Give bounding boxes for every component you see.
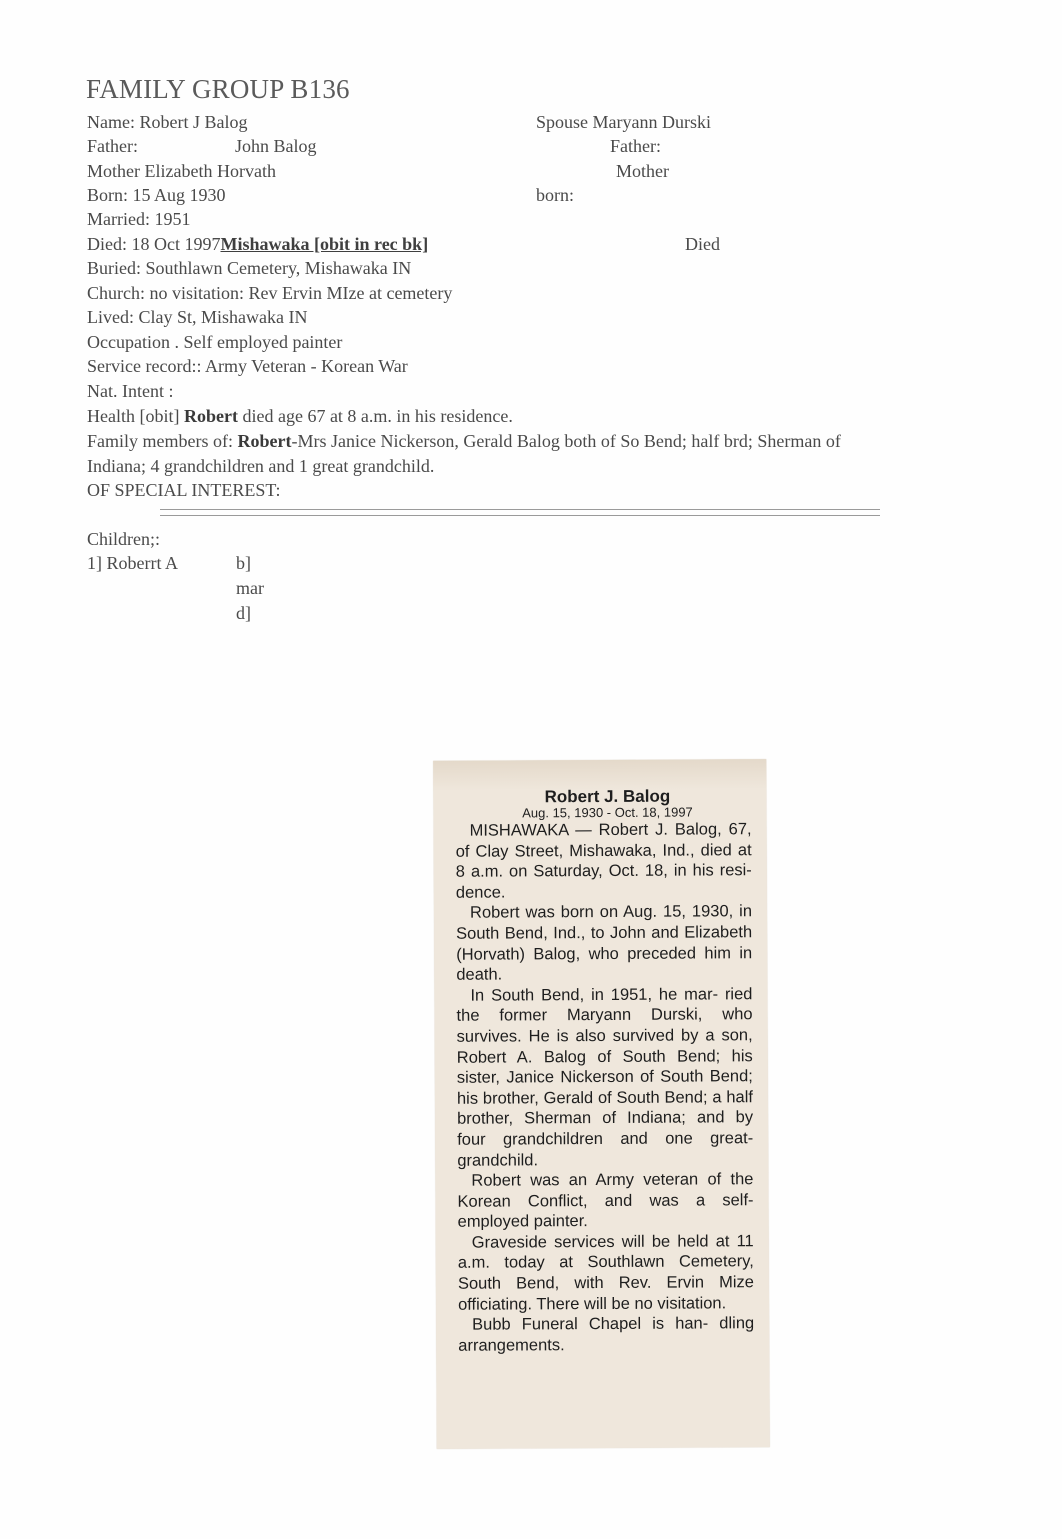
married-row [87, 208, 190, 230]
family-name: Robert [237, 431, 292, 451]
child-born-label: b] [236, 553, 251, 573]
obituary-paragraph: Bubb Funeral Chapel is han- dling arrangements. [458, 1314, 755, 1355]
spouse-born-label: born: [536, 185, 574, 205]
child-number: 1] [87, 553, 102, 573]
born-row [87, 184, 226, 206]
health-row [87, 405, 513, 427]
lived-value: Clay St, Mishawaka IN [138, 307, 308, 327]
obit-record-link[interactable]: Mishawaka [obit in rec bk] [220, 234, 429, 254]
spouse-value: Maryann Durski [592, 112, 711, 132]
spouse-label: Spouse [536, 112, 589, 132]
died-value: 18 Oct 1997 [131, 234, 221, 254]
family-label: Family members of: [87, 431, 233, 451]
nat-intent-label: Nat. Intent [87, 381, 164, 401]
died-label: Died: [87, 234, 127, 254]
child-married-label: mar [236, 578, 264, 598]
name-label: Name: [87, 112, 135, 132]
obituary-text [455, 787, 754, 1356]
section-divider [160, 509, 880, 516]
born-label: Born: [87, 185, 129, 205]
nat-intent-row [87, 380, 174, 402]
occupation-row [87, 331, 342, 353]
married-label: Married: [87, 209, 150, 229]
father-row [87, 135, 317, 157]
obituary-clipping [433, 759, 770, 1449]
father-label: Father: [87, 136, 138, 156]
children-label: Children;: [87, 529, 160, 549]
family-line-1: -Mrs Janice Nickerson, Gerald Balog both of So Bend; half brd; Sherman of [291, 431, 841, 451]
obituary-paragraph: In South Bend, in 1951, he mar- ried the former Maryann Durski, who survives. He is also survived by a son, Robert A. Balog of South Bend; his sister, Janice Nickerson of South Bend; his brother, Gerald of South Bend; a half brother, Sherman of Indiana; and by four grandchildren and one great-grandchild. [456, 984, 754, 1170]
obituary-paragraph: Robert was born on Aug. 15, 1930, in South Bend, Ind., to John and Elizabeth (Horvath) Balog, who preceded him in death. [456, 902, 753, 984]
church-row [87, 282, 452, 304]
child-name: Roberrt A [106, 553, 178, 573]
born-value: 15 Aug 1930 [132, 185, 226, 205]
father-value: John Balog [235, 136, 317, 156]
obituary-name: Robert J. Balog [544, 786, 671, 807]
family-row [87, 430, 841, 452]
health-name: Robert [183, 406, 238, 426]
spouse-father-label: Father: [610, 136, 661, 156]
health-value: died age 67 at 8 a.m. in his residence. [242, 406, 513, 426]
buried-label: Buried: [87, 258, 141, 278]
died-row [87, 233, 428, 255]
name-row [87, 111, 247, 133]
church-label: Church: [87, 283, 145, 303]
mother-value: Elizabeth Horvath [144, 161, 276, 181]
spouse-mother-label: Mother [616, 161, 669, 181]
service-value: Army Veteran - Korean War [204, 356, 408, 376]
family-line-2: Indiana; 4 grandchildren and 1 great grandchild. [87, 456, 435, 476]
lived-row [87, 306, 307, 328]
obituary-paragraph: MISHAWAKA — Robert J. Balog, 67, of Clay Street, Mishawaka, Ind., died at 8 a.m. on Saturday, Oct. 18, in his resi- dence. [455, 820, 752, 902]
occupation-value: Self employed painter [183, 332, 343, 352]
church-value: no visitation: Rev Ervin MIze at cemetery [149, 283, 453, 303]
family-row-2 [87, 455, 434, 477]
married-value: 1951 [154, 209, 191, 229]
name-value: Robert J Balog [139, 112, 248, 132]
mother-label: Mother [87, 161, 140, 181]
service-row [87, 355, 408, 377]
mother-row [87, 160, 276, 182]
buried-row [87, 257, 411, 279]
obituary-paragraph: Graveside services will be held at 11 a.m. today at Southlawn Cemetery, South Bend, with Rev. Ervin Mize officiating. There will be no visitation. [457, 1232, 754, 1314]
spouse-row [536, 111, 711, 133]
occupation-label: Occupation . [87, 332, 179, 352]
obituary-paragraph: Robert was an Army veteran of the Korean Conflict, and was a self-employed painter. [457, 1170, 754, 1232]
obituary-dates: Aug. 15, 1930 - Oct. 18, 1997 [522, 804, 693, 821]
special-interest-heading: OF SPECIAL INTEREST: [87, 480, 281, 500]
page-title: FAMILY GROUP B136 [86, 74, 350, 104]
nat-intent-value: : [168, 381, 174, 401]
health-label: Health [obit] [87, 406, 180, 426]
service-label: Service record:: [87, 356, 202, 376]
spouse-died-label: Died [685, 234, 720, 254]
child-row [87, 552, 178, 574]
buried-value: Southlawn Cemetery, Mishawaka IN [145, 258, 412, 278]
child-died-label: d] [236, 603, 251, 623]
lived-label: Lived: [87, 307, 134, 327]
